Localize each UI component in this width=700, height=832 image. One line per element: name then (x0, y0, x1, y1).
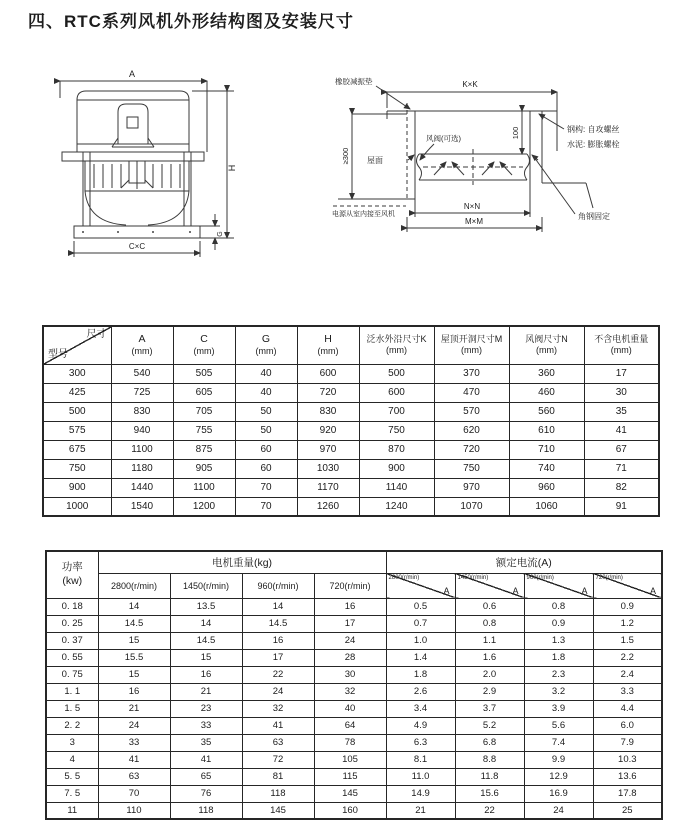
corner-header (43, 326, 111, 364)
table-cell: 505 (173, 364, 235, 383)
table-cell: 15 (98, 632, 170, 649)
table-cell: 755 (173, 421, 235, 440)
table-cell: 500 (43, 402, 111, 421)
table-cell: 15 (98, 666, 170, 683)
table-cell: 9.9 (524, 751, 593, 768)
table-cell: 920 (297, 421, 359, 440)
dimension-table (42, 325, 660, 517)
motor-table-sub-row (46, 573, 662, 598)
table-cell: 900 (359, 459, 434, 478)
current-speed-header: 1450(r/min) A (455, 573, 524, 598)
current-speed-header: 960(r/min) A (524, 573, 593, 598)
table-cell: 40 (235, 364, 297, 383)
table-cell: 1.6 (455, 649, 524, 666)
table-cell: 300 (43, 364, 111, 383)
table-row (46, 802, 662, 819)
table-cell: 91 (584, 497, 659, 516)
table-cell: 3.9 (524, 700, 593, 717)
table-cell: 30 (314, 666, 386, 683)
table-cell: 1170 (297, 478, 359, 497)
dim-label-300: ≥300 (341, 147, 350, 165)
table-cell: 25 (593, 802, 662, 819)
table-cell: 370 (434, 364, 509, 383)
table-cell: 3.2 (524, 683, 593, 700)
column-header: 泛水外沿尺寸K (mm) (359, 326, 434, 364)
current-speed-header: 2800(r/min) A (386, 573, 455, 598)
table-row (46, 751, 662, 768)
table-cell: 940 (111, 421, 173, 440)
table-cell: 64 (314, 717, 386, 734)
table-cell: 14 (98, 598, 170, 615)
table-cell: 0.9 (524, 615, 593, 632)
column-header: A (mm) (111, 326, 173, 364)
table-cell: 470 (434, 383, 509, 402)
table-cell: 605 (173, 383, 235, 402)
table-cell: 970 (297, 440, 359, 459)
table-cell: 1100 (173, 478, 235, 497)
column-header: 风阀尺寸N (mm) (509, 326, 584, 364)
table-cell: 63 (98, 768, 170, 785)
table-cell: 705 (173, 402, 235, 421)
table-cell: 750 (43, 459, 111, 478)
table-cell: 32 (314, 683, 386, 700)
table-cell: 17.8 (593, 785, 662, 802)
power-note-label: 电源从室内接至风机 (332, 211, 395, 218)
table-cell: 2.0 (455, 666, 524, 683)
table-cell: 40 (235, 383, 297, 402)
power-column-header: 功率 (kw) (46, 551, 98, 598)
table-cell: 24 (314, 632, 386, 649)
page-title: 四、RTC系列风机外形结构图及安装尺寸 (28, 12, 354, 31)
table-cell: 905 (173, 459, 235, 478)
table-cell: 71 (584, 459, 659, 478)
table-cell: 41 (584, 421, 659, 440)
table-cell: 17 (242, 649, 314, 666)
table-cell: 110 (98, 802, 170, 819)
table-cell: 1. 5 (46, 700, 98, 717)
table-cell: 16 (242, 632, 314, 649)
table-row (46, 666, 662, 683)
table-cell: 0.8 (455, 615, 524, 632)
table-cell: 8.8 (455, 751, 524, 768)
table-cell: 360 (509, 364, 584, 383)
table-cell: 30 (584, 383, 659, 402)
table-cell: 1200 (173, 497, 235, 516)
table-cell: 7.9 (593, 734, 662, 751)
damper-label: 风阀(可选) (426, 134, 461, 143)
table-cell: 15.6 (455, 785, 524, 802)
motor-table-group-row (46, 551, 662, 573)
table-cell: 425 (43, 383, 111, 402)
table-cell: 1.0 (386, 632, 455, 649)
table-row (43, 459, 659, 478)
table-cell: 1.4 (386, 649, 455, 666)
table-cell: 50 (235, 402, 297, 421)
table-cell: 3.4 (386, 700, 455, 717)
table-cell: 830 (111, 402, 173, 421)
table-cell: 3 (46, 734, 98, 751)
table-cell: 14 (170, 615, 242, 632)
table-cell: 105 (314, 751, 386, 768)
table-row (43, 383, 659, 402)
table-cell: 2.2 (593, 649, 662, 666)
angle-fix-label: 角钢固定 (578, 212, 610, 221)
corner-label-model: 型号 (48, 349, 68, 360)
table-cell: 7.4 (524, 734, 593, 751)
table-cell: 14.5 (170, 632, 242, 649)
table-cell: 4.4 (593, 700, 662, 717)
table-row (46, 649, 662, 666)
table-cell: 960 (509, 478, 584, 497)
table-row (43, 497, 659, 516)
table-row (46, 768, 662, 785)
table-cell: 16 (98, 683, 170, 700)
table-cell: 32 (242, 700, 314, 717)
table-cell: 900 (43, 478, 111, 497)
dim-label-h: H (227, 164, 237, 172)
table-cell: 870 (359, 440, 434, 459)
table-cell: 14 (242, 598, 314, 615)
table-cell: 70 (235, 478, 297, 497)
table-cell: 1260 (297, 497, 359, 516)
table-cell: 1100 (111, 440, 173, 459)
table-cell: 720 (434, 440, 509, 459)
table-cell: 21 (170, 683, 242, 700)
table-cell: 13.5 (170, 598, 242, 615)
table-cell: 14.5 (242, 615, 314, 632)
table-cell: 875 (173, 440, 235, 459)
table-row (43, 402, 659, 421)
table-cell: 23 (170, 700, 242, 717)
table-cell: 160 (314, 802, 386, 819)
weight-speed-header: 2800(r/min) (98, 573, 170, 598)
table-cell: 1240 (359, 497, 434, 516)
table-cell: 720 (297, 383, 359, 402)
column-header: G (mm) (235, 326, 297, 364)
table-cell: 118 (242, 785, 314, 802)
table-cell: 1.8 (524, 649, 593, 666)
table-row (46, 734, 662, 751)
table-cell: 24 (242, 683, 314, 700)
table-cell: 575 (43, 421, 111, 440)
table-cell: 16 (170, 666, 242, 683)
table-cell: 675 (43, 440, 111, 459)
table-cell: 8.1 (386, 751, 455, 768)
table-cell: 1060 (509, 497, 584, 516)
table-cell: 2.4 (593, 666, 662, 683)
table-cell: 1000 (43, 497, 111, 516)
table-row (46, 700, 662, 717)
table-cell: 0.6 (455, 598, 524, 615)
table-cell: 710 (509, 440, 584, 459)
table-cell: 725 (111, 383, 173, 402)
table-row (46, 683, 662, 700)
table-cell: 750 (359, 421, 434, 440)
column-header: C (mm) (173, 326, 235, 364)
table-cell: 460 (509, 383, 584, 402)
table-cell: 0.7 (386, 615, 455, 632)
table-cell: 1180 (111, 459, 173, 478)
table-cell: 1070 (434, 497, 509, 516)
table-cell: 76 (170, 785, 242, 802)
rubber-pad-label: 橡胶减振垫 (335, 77, 373, 86)
table-cell: 72 (242, 751, 314, 768)
table-cell: 22 (242, 666, 314, 683)
table-cell: 1.2 (593, 615, 662, 632)
table-cell: 16.9 (524, 785, 593, 802)
table-row (46, 598, 662, 615)
table-cell: 0.9 (593, 598, 662, 615)
column-header: 不含电机重量 (mm) (584, 326, 659, 364)
column-header: 屋顶开洞尺寸M (mm) (434, 326, 509, 364)
table-cell: 4.9 (386, 717, 455, 734)
table-cell: 24 (98, 717, 170, 734)
table-row (46, 615, 662, 632)
table-cell: 16 (314, 598, 386, 615)
table-cell: 1.5 (593, 632, 662, 649)
table-cell: 2.6 (386, 683, 455, 700)
table-cell: 3.3 (593, 683, 662, 700)
table-cell: 13.6 (593, 768, 662, 785)
table-cell: 5. 5 (46, 768, 98, 785)
table-cell: 14.5 (98, 615, 170, 632)
table-cell: 15.5 (98, 649, 170, 666)
table-row (43, 440, 659, 459)
table-cell: 5.2 (455, 717, 524, 734)
table-cell: 118 (170, 802, 242, 819)
table-cell: 115 (314, 768, 386, 785)
table-cell: 6.3 (386, 734, 455, 751)
dim-label-cxc: C×C (128, 242, 146, 251)
dimension-table-header-row (43, 326, 659, 364)
table-cell: 10.3 (593, 751, 662, 768)
table-cell: 17 (314, 615, 386, 632)
table-cell: 0.8 (524, 598, 593, 615)
table-cell: 0. 37 (46, 632, 98, 649)
table-cell: 1540 (111, 497, 173, 516)
table-cell: 1.3 (524, 632, 593, 649)
table-row (43, 478, 659, 497)
table-cell: 2. 2 (46, 717, 98, 734)
weight-speed-header: 1450(r/min) (170, 573, 242, 598)
table-cell: 0. 18 (46, 598, 98, 615)
fan-structure-diagram (22, 56, 322, 300)
table-cell: 11.8 (455, 768, 524, 785)
weight-group-header: 电机重量(kg) (98, 551, 386, 573)
corner-label-size: 尺寸 (86, 329, 107, 340)
installation-diagram (330, 56, 700, 300)
table-cell: 15 (170, 649, 242, 666)
table-cell: 3.7 (455, 700, 524, 717)
table-cell: 50 (235, 421, 297, 440)
dim-label-a: A (128, 69, 136, 79)
table-cell: 28 (314, 649, 386, 666)
table-cell: 5.6 (524, 717, 593, 734)
table-cell: 970 (434, 478, 509, 497)
table-cell: 610 (509, 421, 584, 440)
table-cell: 70 (235, 497, 297, 516)
dim-label-g: G (217, 231, 224, 237)
steel-note-label: 钢构: 自攻螺丝 (567, 125, 620, 134)
table-row (46, 785, 662, 802)
dim-label-nxn: N×N (463, 202, 481, 211)
table-cell: 0. 25 (46, 615, 98, 632)
column-header: H (mm) (297, 326, 359, 364)
table-cell: 35 (170, 734, 242, 751)
table-cell: 78 (314, 734, 386, 751)
table-cell: 1140 (359, 478, 434, 497)
table-cell: 2.9 (455, 683, 524, 700)
table-cell: 60 (235, 440, 297, 459)
table-cell: 2.3 (524, 666, 593, 683)
table-cell: 7. 5 (46, 785, 98, 802)
table-row (46, 717, 662, 734)
table-cell: 41 (170, 751, 242, 768)
table-cell: 750 (434, 459, 509, 478)
table-cell: 500 (359, 364, 434, 383)
table-cell: 0. 75 (46, 666, 98, 683)
table-cell: 21 (386, 802, 455, 819)
table-cell: 740 (509, 459, 584, 478)
cement-note-label: 水泥: 膨胀螺栓 (567, 140, 620, 149)
table-cell: 12.9 (524, 768, 593, 785)
current-group-header: 额定电流(A) (386, 551, 662, 573)
table-cell: 4 (46, 751, 98, 768)
table-cell: 41 (98, 751, 170, 768)
table-row (46, 632, 662, 649)
table-cell: 700 (359, 402, 434, 421)
table-cell: 1030 (297, 459, 359, 478)
table-cell: 82 (584, 478, 659, 497)
table-cell: 60 (235, 459, 297, 478)
table-cell: 40 (314, 700, 386, 717)
table-cell: 65 (170, 768, 242, 785)
dim-label-kxk: K×K (462, 80, 478, 89)
table-cell: 17 (584, 364, 659, 383)
current-speed-header: 720(r/min) A (593, 573, 662, 598)
table-cell: 1. 1 (46, 683, 98, 700)
table-cell: 600 (297, 364, 359, 383)
table-cell: 1.1 (455, 632, 524, 649)
table-cell: 22 (455, 802, 524, 819)
table-cell: 0.5 (386, 598, 455, 615)
table-cell: 81 (242, 768, 314, 785)
motor-weight-current-table (45, 550, 663, 820)
table-cell: 6.8 (455, 734, 524, 751)
table-cell: 11 (46, 802, 98, 819)
table-cell: 1.8 (386, 666, 455, 683)
weight-speed-header: 720(r/min) (314, 573, 386, 598)
table-row (43, 421, 659, 440)
table-cell: 600 (359, 383, 434, 402)
table-cell: 67 (584, 440, 659, 459)
table-row (43, 364, 659, 383)
table-cell: 540 (111, 364, 173, 383)
table-cell: 63 (242, 734, 314, 751)
table-cell: 70 (98, 785, 170, 802)
table-cell: 570 (434, 402, 509, 421)
weight-speed-header: 960(r/min) (242, 573, 314, 598)
table-cell: 21 (98, 700, 170, 717)
table-cell: 830 (297, 402, 359, 421)
roof-label: 屋面 (367, 156, 383, 165)
table-cell: 14.9 (386, 785, 455, 802)
table-cell: 145 (242, 802, 314, 819)
table-cell: 24 (524, 802, 593, 819)
table-cell: 11.0 (386, 768, 455, 785)
dim-label-mxm: M×M (465, 217, 483, 226)
table-cell: 35 (584, 402, 659, 421)
dim-label-100: 100 (511, 126, 520, 140)
table-cell: 1440 (111, 478, 173, 497)
table-cell: 41 (242, 717, 314, 734)
table-cell: 6.0 (593, 717, 662, 734)
table-cell: 560 (509, 402, 584, 421)
table-cell: 33 (98, 734, 170, 751)
table-cell: 620 (434, 421, 509, 440)
table-cell: 0. 55 (46, 649, 98, 666)
table-cell: 145 (314, 785, 386, 802)
table-cell: 33 (170, 717, 242, 734)
